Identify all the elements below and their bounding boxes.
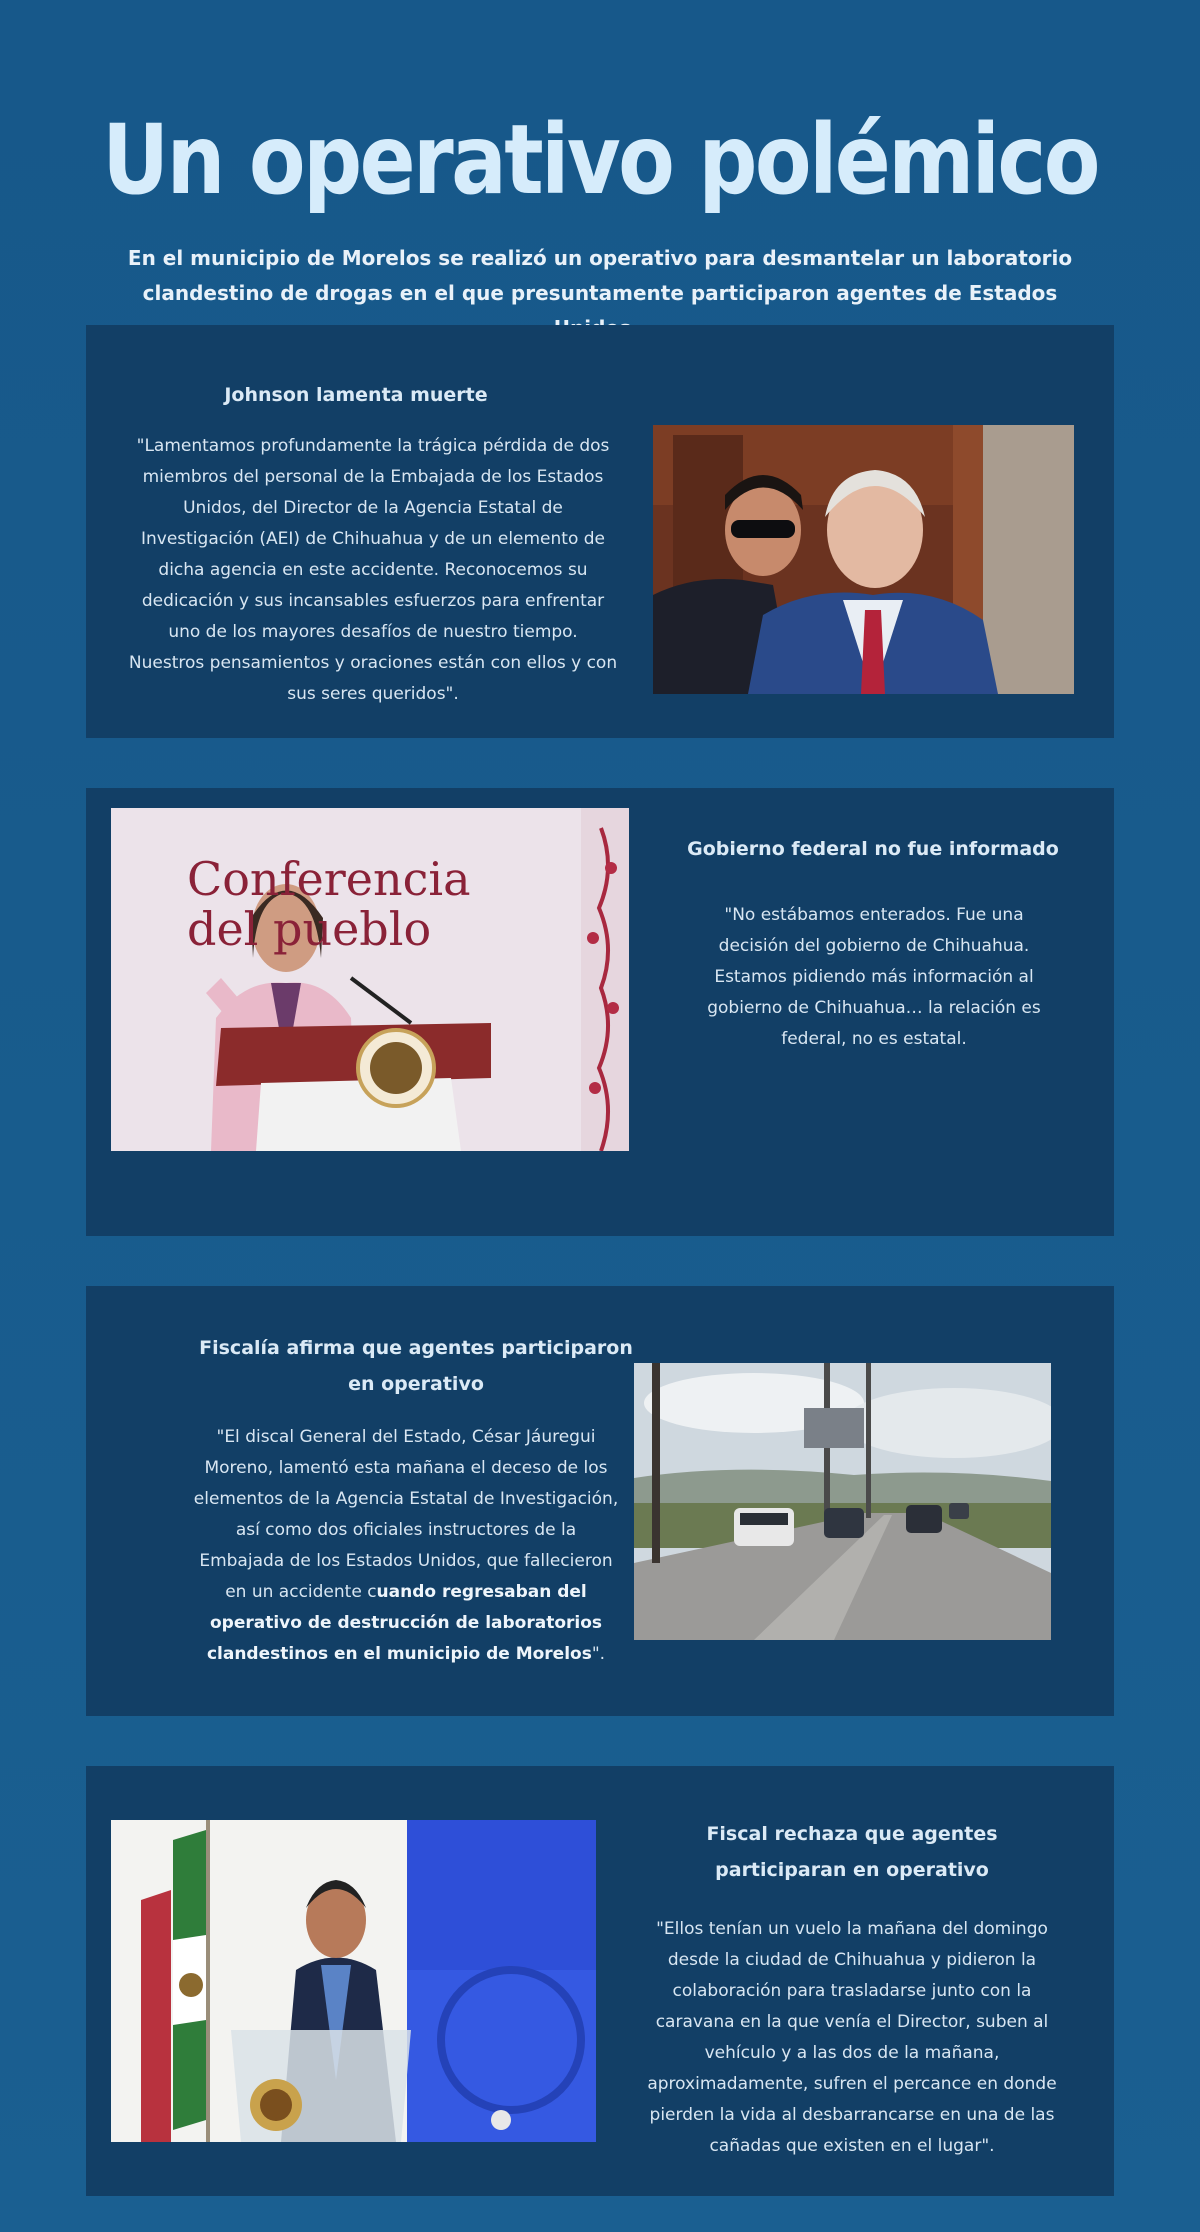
section-johnson: [86, 325, 1114, 738]
photo-ambassador: [653, 425, 1074, 694]
section-quote: "No estábamos enterados. Fue una decisión del gobierno de Chihuahua. Estamos pidiendo más información al gobierno de Chihuahua… la relación es federal, no es estatal.: [707, 905, 1041, 1049]
section-heading: Gobierno federal no fue informado: [687, 838, 1059, 860]
page-title: Un operativo polémico: [102, 104, 1098, 216]
section-heading: Fiscal rechaza que agentes participaran en operativo: [706, 1823, 998, 1881]
photo-press-conference: [111, 808, 629, 1151]
section-gobierno: [86, 788, 1114, 1236]
section-quote: "Ellos tenían un vuelo la mañana del domingo desde la ciudad de Chihuahua y pidieron la colaboración para trasladarse junto con la caravana en la que venía el Director, suben al vehículo y a las dos de la mañana, aproximadamente, sufren el percance en donde pierden la vida al desbarrancarse en una de las cañadas que existen en el lugar".: [647, 1919, 1057, 2156]
section-heading: Johnson lamenta muerte: [224, 384, 488, 406]
photo-road-convoy: [634, 1363, 1051, 1640]
section-heading: Fiscalía afirma que agentes participaron en operativo: [199, 1337, 633, 1395]
section-fiscalia: [86, 1286, 1114, 1716]
section-fiscal-rechaza: [86, 1766, 1114, 2196]
section-quote: "Lamentamos profundamente la trágica pérdida de dos miembros del personal de la Embajada de los Estados Unidos, del Director de la Agencia Estatal de Investigación (AEI) de Chihuahua y de un elemento de dicha agencia en este accidente. Reconocemos su dedicación y sus incansables esfuerzos para enfrentar uno de los mayores desafíos de nuestro tiempo. Nuestros pensamientos y oraciones están con ellos y con sus seres queridos".: [128, 436, 618, 704]
photo-sign-line2: del pueblo: [187, 902, 432, 956]
photo-fiscal-podium: [111, 1820, 596, 2142]
page-subtitle: En el municipio de Morelos se realizó un operativo para desmantelar un laboratorio clandestino de drogas en el que presuntamente participaron agentes de Estados: [127, 246, 1073, 305]
photo-sign-line1: Conferencia: [187, 852, 471, 906]
section-quote: "El discal General del Estado, César Jáuregui Moreno, lamentó esta mañana el deceso de los elementos de la Agencia Estatal de Investigación, así como dos oficiales instructores de la Embajada de los Estados Unidos, que fallecieron en un accidente cuando regresaban del operativo de destrucción de laboratorios clandestinos en el municipio de Morelos".: [193, 1427, 619, 1664]
